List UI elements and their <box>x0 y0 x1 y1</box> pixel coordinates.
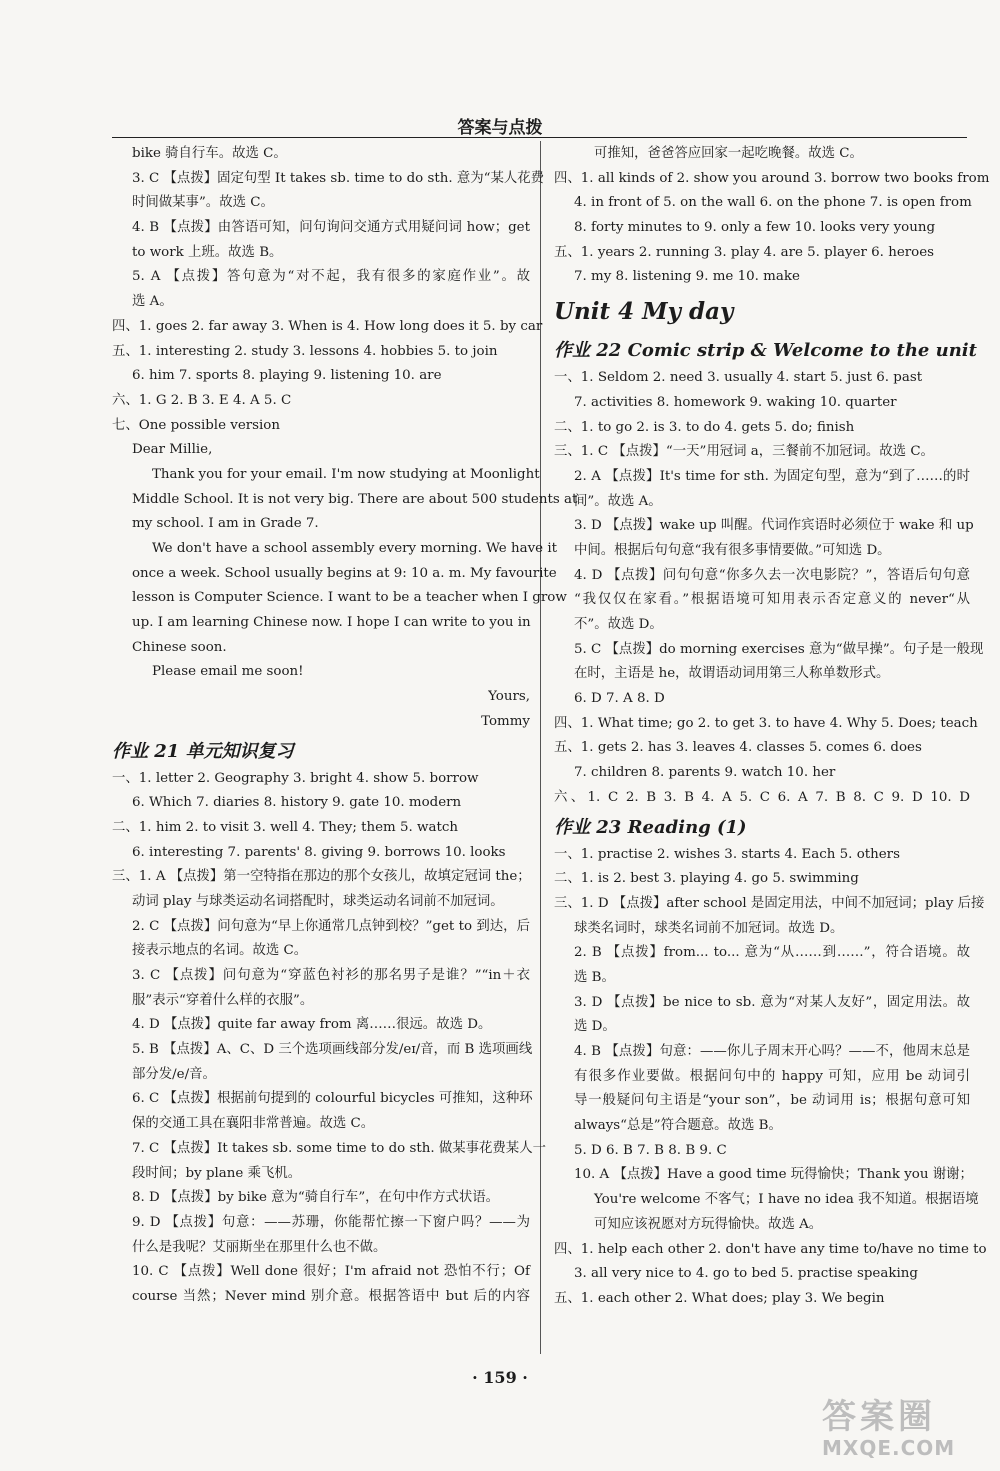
answer-line: 动词 play 与球类运动名词搭配时，球类运动名词前不加冠词。 <box>132 893 504 909</box>
watermark-mark: 答案圈 <box>822 1397 936 1437</box>
answer-line: 导一般疑问句主语是“your son”，be 动词用 is；根据句意可知 <box>574 1093 970 1109</box>
answer-line: 3. C 【点拨】固定句型 It takes sb. time to do sth. 意为“某人花费 <box>132 170 545 186</box>
answer-line: Chinese soon. <box>132 639 227 655</box>
page-number: · 159 · <box>472 1368 528 1387</box>
answer-line: 一、1. Seldom 2. need 3. usually 4. start 5. just 6. past <box>554 370 923 386</box>
answer-line: 二、1. him 2. to visit 3. well 4. They; them 5. watch <box>112 819 458 835</box>
answer-line: 6. Which 7. diaries 8. history 9. gate 10. modern <box>132 795 462 811</box>
answer-line: 有很多作业要做。根据问句中的 happy 可知，应用 be 动词引 <box>574 1068 970 1084</box>
answer-line: 4. B 【点拨】由答语可知，问句询问交通方式用疑问词 how；get <box>132 220 530 236</box>
answer-line: 中间。根据后句句意“我有很多事情要做。”可知选 D。 <box>574 542 891 558</box>
answer-line: 在时，主语是 he，故谓语动词用第三人称单数形式。 <box>574 666 890 682</box>
answer-line: 7. C 【点拨】It takes sb. some time to do sth. 做某事花费某人一 <box>132 1140 546 1156</box>
answer-line: 四、1. What time; go 2. to get 3. to have 4. Why 5. Does; teach <box>554 715 978 731</box>
answer-line: course 当然；Never mind 别介意。根据答语中 but 后的内容 <box>132 1288 530 1304</box>
answer-line: Middle School. It is not very big. There are about 500 students at <box>132 491 578 507</box>
left-column <box>112 142 578 1310</box>
watermark-logo <box>822 1398 982 1464</box>
page-header-title: 答案与点拨 <box>457 118 543 138</box>
answer-line: 3. D 【点拨】wake up 叫醒。代词作宾语时必须位于 wake 和 up <box>574 518 974 534</box>
answer-line: 6. interesting 7. parents' 8. giving 9. borrows 10. looks <box>132 844 506 860</box>
answer-line: 选 A。 <box>132 294 173 310</box>
answer-line: 6. him 7. sports 8. playing 9. listening 10. are <box>132 368 442 384</box>
answer-line: 五、1. interesting 2. study 3. lessons 4. hobbies 5. to join <box>112 343 498 359</box>
answer-line: 4. D 【点拨】问句句意“你多久去一次电影院？”，答语后句句意 <box>574 567 970 583</box>
answer-line: You're welcome 不客气；I have no idea 我不知道。根据语境 <box>594 1192 979 1208</box>
answer-line: 间”。故选 A。 <box>574 493 662 509</box>
watermark-url: MXQE.COM <box>822 1436 956 1460</box>
answer-line: 一、1. letter 2. Geography 3. bright 4. show 5. borrow <box>112 770 479 786</box>
right-column <box>554 142 990 1312</box>
answer-line: 10. A 【点拨】Have a good time 玩得愉快；Thank you 谢谢； <box>574 1167 973 1183</box>
answer-line: “我仅仅在家看。”根据语境可知用表示否定意义的 never“从 <box>574 592 970 608</box>
answer-line: 段时间；by plane 乘飞机。 <box>132 1165 302 1181</box>
answer-line: bike 骑自行车。故选 C。 <box>132 146 287 161</box>
answer-line: 6. D 7. A 8. D <box>574 691 665 707</box>
answer-line: 可知应该祝愿对方玩得愉快。故选 A。 <box>594 1216 823 1232</box>
unit-heading: Unit 4 My day <box>554 298 734 326</box>
homework-heading: 作业 21 单元知识复习 <box>112 740 294 762</box>
answer-line: once a week. School usually begins at 9: 10 a. m. My favourite <box>132 565 557 581</box>
answer-line: 服”表示“穿着什么样的衣服”。 <box>132 992 314 1008</box>
answer-line: 四、1. help each other 2. don't have any time to/have no time to <box>554 1241 987 1257</box>
answer-line: 可推知，爸爸答应回家一起吃晚餐。故选 C。 <box>594 146 863 161</box>
answer-line: 四、1. goes 2. far away 3. When is 4. How long does it 5. by car <box>112 318 543 334</box>
answer-line: 4. B 【点拨】句意：——你儿子周末开心吗？——不，他周末总是 <box>574 1044 970 1059</box>
answer-line: 7. my 8. listening 9. me 10. make <box>574 269 800 285</box>
answer-line: 什么是我呢？艾丽斯坐在那里什么也不做。 <box>132 1239 387 1255</box>
answer-line: 七、One possible version <box>112 417 280 433</box>
header-rule <box>112 137 967 138</box>
answer-line: 4. in front of 5. on the wall 6. on the phone 7. is open from <box>574 195 972 211</box>
answer-line: 三、1. C 【点拨】“一天”用冠词 a，三餐前不加冠词。故选 C。 <box>554 444 934 460</box>
answer-line: 10. C 【点拨】Well done 很好；I'm afraid not 恐怕不行；Of <box>132 1264 530 1280</box>
answer-line: my school. I am in Grade 7. <box>132 516 319 532</box>
answer-line: 五、1. years 2. running 3. play 4. are 5. player 6. heroes <box>554 244 935 260</box>
homework-heading: 作业 23 Reading (1) <box>554 816 747 838</box>
answer-line: 8. D 【点拨】by bike 意为“骑自行车”，在句中作方式状语。 <box>132 1190 500 1206</box>
answer-line: lesson is Computer Science. I want to be a teacher when I grow <box>132 590 567 606</box>
answer-line: Please email me soon! <box>152 664 304 680</box>
answer-line: 7. children 8. parents 9. watch 10. her <box>574 765 836 781</box>
answer-line: 2. C 【点拨】问句意为“早上你通常几点钟到校？”get to 到达，后 <box>132 918 530 934</box>
answer-line: We don't have a school assembly every morning. We have it <box>152 541 557 556</box>
answer-line: 5. D 6. B 7. B 8. B 9. C <box>574 1142 727 1158</box>
answer-line: 球类名词时，球类名词前不加冠词。故选 D。 <box>574 920 844 936</box>
answer-line: Tommy <box>481 713 530 729</box>
answer-line: 3. C 【点拨】问句意为“穿蓝色衬衫的那名男子是谁？”“in＋衣 <box>132 968 530 983</box>
answer-line: 二、1. is 2. best 3. playing 4. go 5. swimming <box>554 871 859 887</box>
answer-line: 六、1. C 2. B 3. B 4. A 5. C 6. A 7. B 8. C 9. D 10. D <box>554 789 970 805</box>
answer-line: 五、1. each other 2. What does; play 3. We begin <box>554 1290 885 1306</box>
answer-line: 一、1. practise 2. wishes 3. starts 4. Each 5. others <box>554 846 900 862</box>
answer-line: 五、1. gets 2. has 3. leaves 4. classes 5. comes 6. does <box>554 740 922 756</box>
answer-line: 3. D 【点拨】be nice to sb. 意为“对某人友好”，固定用法。故 <box>574 994 970 1010</box>
answer-line: 三、1. D 【点拨】after school 是固定用法，中间不加冠词；play 后接 <box>554 895 985 911</box>
answer-line: 部分发/e/音。 <box>132 1066 216 1082</box>
answer-line: 5. A 【点拨】答句意为“对不起，我有很多的家庭作业”。故 <box>132 269 530 285</box>
answer-line: 不”。故选 D。 <box>574 617 663 632</box>
answer-line: up. I am learning Chinese now. I hope I can write to you in <box>132 615 531 631</box>
answer-line: 7. activities 8. homework 9. waking 10. quarter <box>574 394 897 410</box>
answer-line: 9. D 【点拨】句意：——苏珊，你能帮忙擦一下窗户吗？——为 <box>132 1214 530 1230</box>
answer-line: 2. A 【点拨】It's time for sth. 为固定句型，意为“到了……的时 <box>574 468 970 484</box>
answer-line: 2. B 【点拨】from... to... 意为“从……到……”，符合语境。故 <box>574 945 970 961</box>
answer-line: 二、1. to go 2. is 3. to do 4. gets 5. do; finish <box>554 419 855 435</box>
answer-line: 6. C 【点拨】根据前句提到的 colourful bicycles 可推知，这种环 <box>132 1091 533 1107</box>
answer-line: Yours, <box>488 689 530 705</box>
answer-line: 接表示地点的名词。故选 C。 <box>132 943 308 959</box>
answer-line: 三、1. A 【点拨】第一空特指在那边的那个女孩儿，故填定冠词 the； <box>112 869 531 885</box>
answer-line: 六、1. G 2. B 3. E 4. A 5. C <box>112 392 292 408</box>
answer-line: always“总是”符合题意。故选 B。 <box>574 1118 782 1134</box>
answer-line: 保的交通工具在襄阳非常普遍。故选 C。 <box>132 1116 375 1132</box>
answer-line: 5. B 【点拨】A、C、D 三个选项画线部分发/eɪ/音，而 B 选项画线 <box>132 1042 533 1058</box>
answer-line: to work 上班。故选 B。 <box>132 244 283 260</box>
answer-line: 时间做某事”。故选 C。 <box>132 195 274 211</box>
answer-line: 4. D 【点拨】quite far away from 离……很远。故选 D。 <box>132 1017 492 1033</box>
answer-line: 5. C 【点拨】do morning exercises 意为“做早操”。句子是一般现 <box>574 641 984 657</box>
answer-line: 四、1. all kinds of 2. show you around 3. borrow two books from <box>554 170 990 186</box>
answer-line: 3. all very nice to 4. go to bed 5. practise speaking <box>574 1266 918 1282</box>
answer-line: 选 D。 <box>574 1019 616 1035</box>
answer-line: 选 B。 <box>574 969 615 985</box>
homework-heading: 作业 22 Comic strip & Welcome to the unit <box>554 340 977 362</box>
answer-line: Thank you for your email. I'm now studying at Moonlight <box>152 466 540 482</box>
answer-line: Dear Millie, <box>132 442 213 458</box>
answer-line: 8. forty minutes to 9. only a few 10. looks very young <box>574 220 936 236</box>
